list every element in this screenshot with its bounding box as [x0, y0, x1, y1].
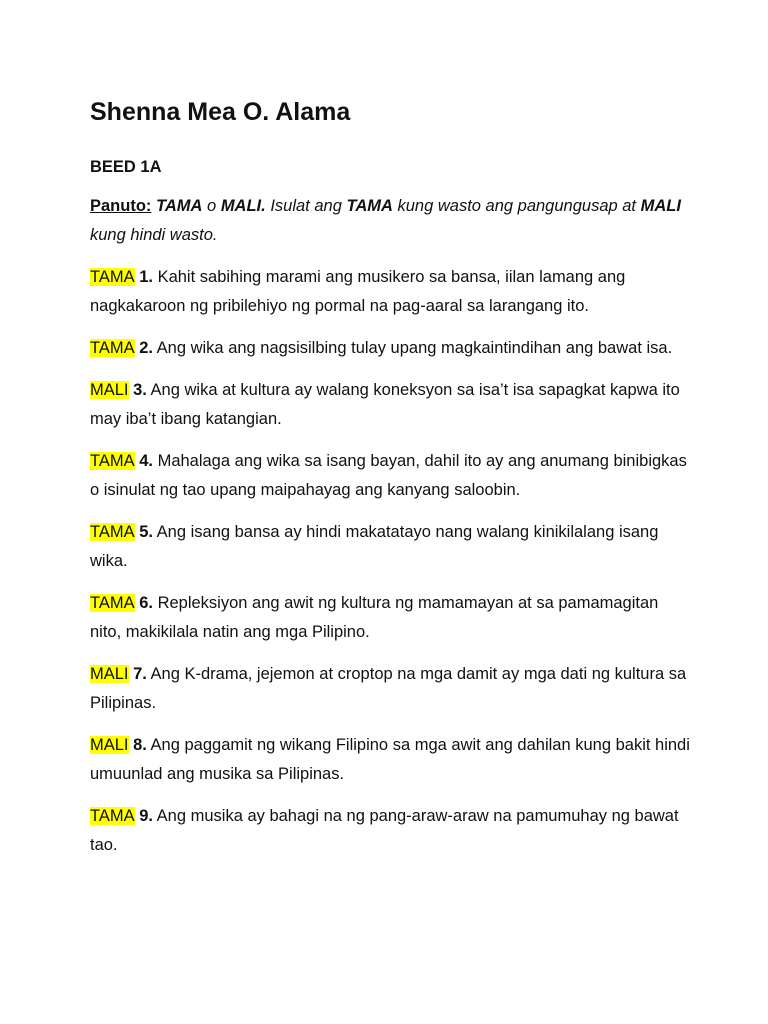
instruction-label: Panuto: — [90, 197, 152, 215]
item-number: 2. — [134, 339, 153, 357]
answer-badge: TAMA — [90, 807, 135, 825]
document-body — [90, 96, 690, 873]
answer-badge: TAMA — [90, 268, 135, 286]
instruction-mali-word: MALI. — [220, 197, 266, 215]
item-number: 4. — [134, 452, 153, 470]
instruction-tama-word-2: TAMA — [346, 197, 393, 215]
item-text: Ang isang bansa ay hindi makatatayo nang walang kinikilalang isang wika. — [90, 523, 659, 570]
instruction-mid-text: Isulat ang — [265, 197, 347, 215]
student-name: Shenna Mea O. Alama — [90, 98, 351, 126]
item-number: 1. — [134, 268, 153, 286]
class-section: BEED 1A — [90, 158, 162, 176]
item-text: Ang paggamit ng wikang Filipino sa mga awit ang dahilan kung bakit hindi umuunlad ang musika sa Pilipinas. — [90, 736, 690, 783]
item-number: 8. — [128, 736, 147, 754]
instruction-mid-text-2: kung wasto ang pangungusap at — [392, 197, 641, 215]
instruction-end-text: kung hindi wasto. — [90, 226, 218, 244]
answer-badge: TAMA — [90, 452, 135, 470]
answer-badge: MALI — [90, 381, 129, 399]
question-item-5 — [90, 518, 690, 576]
item-number: 6. — [134, 594, 153, 612]
item-text: Ang wika ang nagsisilbing tulay upang magkaintindihan ang bawat isa. — [152, 339, 673, 357]
item-text: Mahalaga ang wika sa isang bayan, dahil ito ay ang anumang binibigkas o isinulat ng tao upang maipahayag ang kanyang saloobin. — [90, 452, 687, 499]
item-text: Ang K-drama, jejemon at croptop na mga damit ay mga dati ng kultura sa Pilipinas. — [90, 665, 687, 712]
question-item-6 — [90, 589, 690, 647]
question-item-4 — [90, 447, 690, 505]
item-text: Kahit sabihing marami ang musikero sa bansa, iilan lamang ang nagkakaroon ng pribilehiyo ng pormal na pag-aaral sa larangang ito. — [90, 268, 626, 315]
instruction-paragraph — [90, 192, 690, 250]
item-number: 3. — [128, 381, 147, 399]
question-item-3 — [90, 376, 690, 434]
item-number: 5. — [134, 523, 153, 541]
item-text: Ang musika ay bahagi na ng pang-araw-araw na pamumuhay ng bawat tao. — [90, 807, 679, 854]
question-item-2 — [90, 334, 690, 363]
item-text: Repleksiyon ang awit ng kultura ng mamamayan at sa pamamagitan nito, makikilala natin ang mga Pilipino. — [90, 594, 659, 641]
instruction-o-text: o — [202, 197, 221, 215]
instruction-mali-word-2: MALI — [640, 197, 681, 215]
answer-badge: MALI — [90, 736, 129, 754]
instruction-tama-word: TAMA — [156, 197, 203, 215]
item-text: Ang wika at kultura ay walang koneksyon sa isa’t isa sapagkat kapwa ito may iba’t ibang katangian. — [90, 381, 680, 428]
question-item-7 — [90, 660, 690, 718]
answer-badge: TAMA — [90, 594, 135, 612]
item-number: 9. — [134, 807, 153, 825]
question-item-1 — [90, 263, 690, 321]
item-number: 7. — [128, 665, 147, 683]
question-item-9 — [90, 802, 690, 860]
answer-badge: MALI — [90, 665, 129, 683]
question-item-8 — [90, 731, 690, 789]
answer-badge: TAMA — [90, 339, 135, 357]
answer-badge: TAMA — [90, 523, 135, 541]
